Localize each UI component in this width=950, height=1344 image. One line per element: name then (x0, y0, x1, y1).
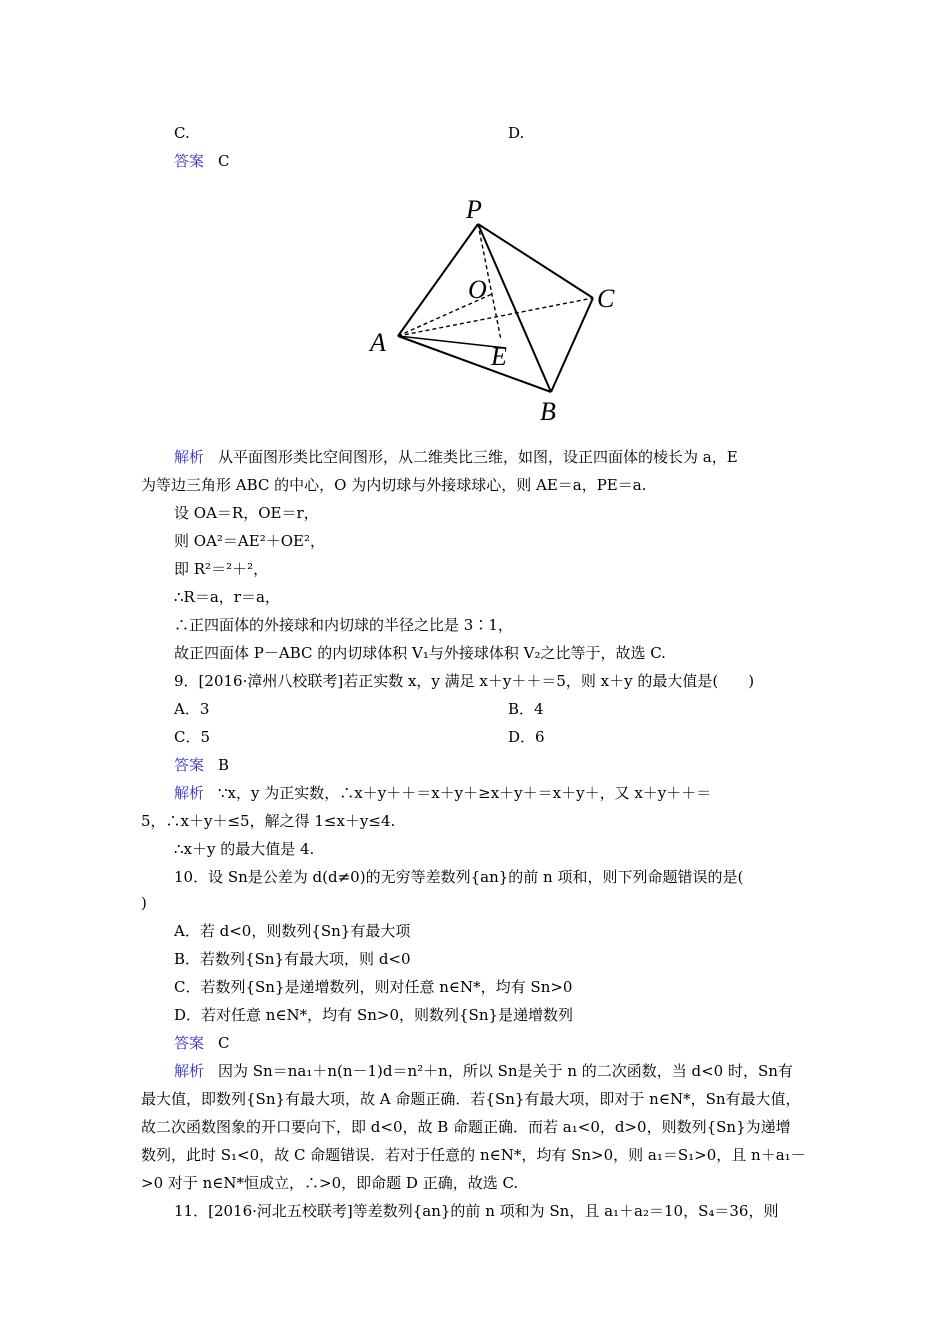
analysis-label: 解析 (174, 784, 205, 802)
analysis-label: 解析 (174, 448, 205, 466)
option-d: D. (508, 124, 525, 142)
label-c: C (597, 284, 615, 313)
q10-option-b: B．若数列{Sn}有最大项，则 d<0 (174, 950, 411, 968)
analysis-label: 解析 (174, 1062, 205, 1080)
q8-analysis-line-1: 解析 从平面图形类比空间图形，从二维类比三维，如图，设正四面体的棱长为 a，E (174, 448, 738, 466)
q10-answer-row (174, 1033, 230, 1053)
q10-analysis-line-4: 数列，此时 S₁<0，故 C 命题错误．若对于任意的 n∈N*，均有 Sn>0，则 a₁＝S₁>0，且 n＋a₁－ (141, 1146, 806, 1164)
answer-label: 答案 (174, 1034, 205, 1052)
q10-analysis-line-5: >0 对于 n∈N*恒成立，∴>0，即命题 D 正确，故选 C. (141, 1174, 519, 1192)
q8-analysis-line-4: 则 OA²＝AE²＋OE²， (174, 532, 325, 550)
q10-analysis-line-1: 解析 因为 Sn＝na₁＋n(n－1)d＝n²＋n，所以 Sn是关于 n 的二次函数，当 d<0 时，Sn有 (174, 1062, 793, 1080)
q9-option-a: A．3 (174, 700, 210, 718)
q8-answer-row (174, 151, 230, 171)
label-o: O (468, 275, 487, 304)
q8-analysis-line-5: 即 R²＝²＋²， (174, 560, 269, 578)
answer-label: 答案 (174, 152, 205, 170)
q11-stem: 11．[2016·河北五校联考]等差数列{an}的前 n 项和为 Sn，且 a₁＋a₂＝10，S₄＝36，则 (174, 1202, 779, 1220)
q9-option-c: C．5 (174, 728, 211, 746)
q10-answer: C (218, 1034, 230, 1052)
q9-option-b: B．4 (508, 700, 544, 718)
q8-answer: C (218, 152, 230, 170)
q10-option-d: D．若对任意 n∈N*，均有 Sn>0，则数列{Sn}是递增数列 (174, 1006, 574, 1024)
edge-pb (478, 224, 551, 392)
q9-analysis-line-1: 解析 ∵x，y 为正实数，∴x＋y＋＋＝x＋y＋≥x＋y＋＝x＋y＋，又 x＋y＋＋＝ (174, 784, 712, 802)
q9-stem: 9．[2016·漳州八校联考]若正实数 x，y 满足 x＋y＋＋＝5，则 x＋y 的最大值是( ) (174, 672, 755, 690)
label-p: P (466, 195, 482, 224)
tetrahedron-figure (360, 190, 630, 430)
q9-analysis-line-2: 5，∴x＋y＋≤5，解之得 1≤x＋y≤4. (141, 812, 396, 830)
answer-label: 答案 (174, 756, 205, 774)
edge-pc (478, 224, 593, 298)
label-b: B (540, 397, 556, 426)
edge-cb (551, 298, 593, 392)
q9-analysis-line-3: ∴x＋y 的最大值是 4. (174, 840, 315, 858)
q10-stem-line-1: 10．设 Sn是公差为 d(d≠0)的无穷等差数列{an}的前 n 项和，则下列命题错误的是( (174, 868, 744, 886)
q8-analysis-line-2: 为等边三角形 ABC 的中心，O 为内切球与外接球球心，则 AE＝a，PE＝a. (141, 476, 647, 494)
q8-analysis-line-3: 设 OA＝R，OE＝r， (174, 504, 319, 522)
label-a: A (370, 328, 386, 357)
edge-ac-hidden (398, 298, 593, 336)
q8-analysis-line-6: ∴R＝a，r＝a， (174, 588, 280, 606)
option-c: C. (174, 124, 190, 142)
q9-answer: B (218, 756, 230, 774)
q10-stem-line-2: ) (141, 894, 147, 912)
q9-answer-row (174, 755, 229, 775)
q8-analysis-line-8: 故正四面体 P－ABC 的内切球体积 V₁与外接球体积 V₂之比等于，故选 C. (174, 644, 666, 662)
q10-analysis-line-2: 最大值，即数列{Sn}有最大项，故 A 命题正确．若{Sn}有最大项，即对于 n∈N*，Sn有最大值， (141, 1090, 801, 1108)
q9-option-d: D．6 (508, 728, 545, 746)
edge-pa (398, 224, 478, 336)
q10-option-a: A．若 d<0，则数列{Sn}有最大项 (174, 922, 411, 940)
label-e: E (491, 342, 507, 371)
q8-analysis-line-7: ∴正四面体的外接球和内切球的半径之比是 3∶1， (174, 616, 513, 634)
q10-analysis-line-3: 故二次函数图象的开口要向下，即 d<0，故 B 命题正确．而若 a₁<0，d>0，则数列{Sn}为递增 (141, 1118, 791, 1136)
q10-option-c: C．若数列{Sn}是递增数列，则对任意 n∈N*，均有 Sn>0 (174, 978, 573, 996)
